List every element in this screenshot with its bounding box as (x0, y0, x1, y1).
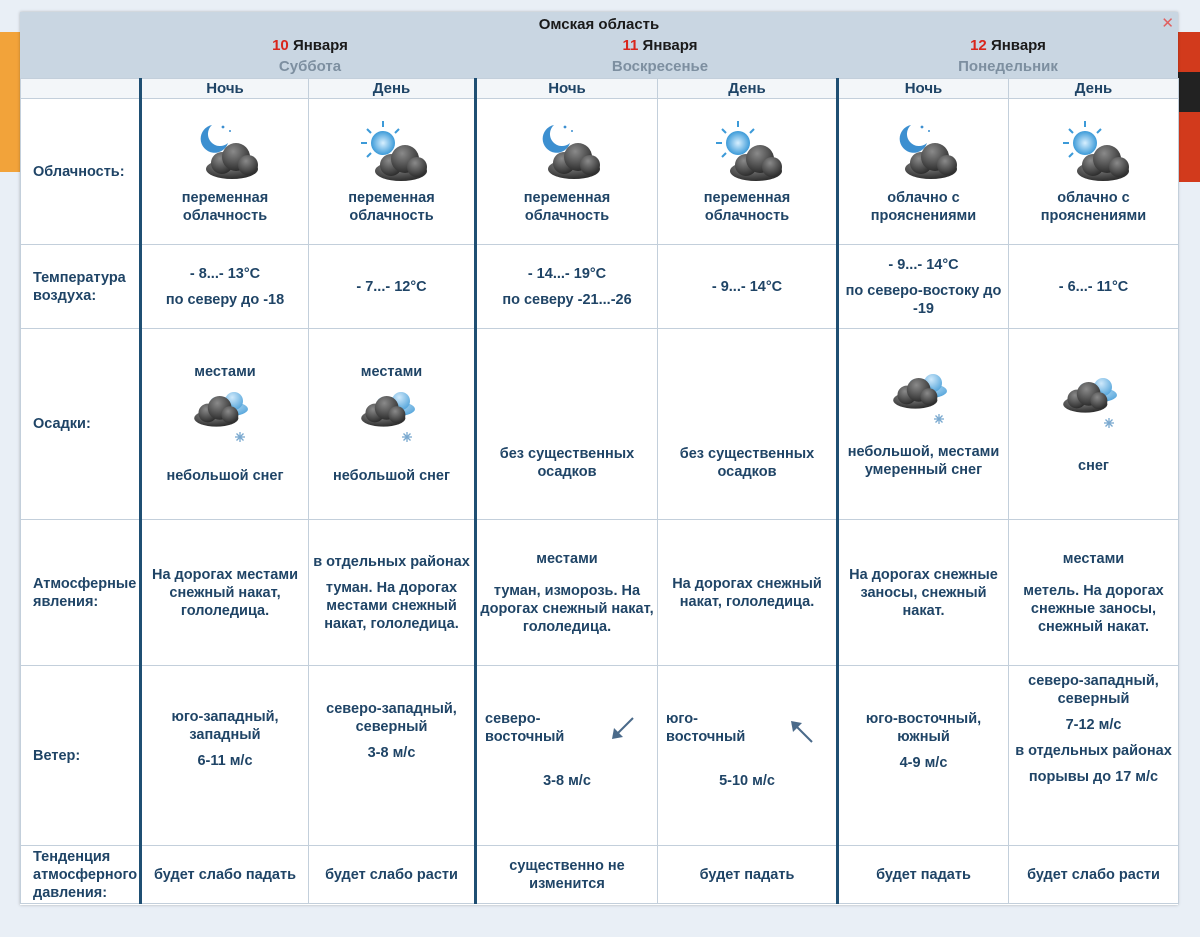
cloud-text: переменная облачность (348, 189, 435, 224)
date-month: Января (292, 37, 348, 54)
wind-cell (1009, 666, 1179, 846)
wind-cell (658, 666, 838, 846)
date-day-2 (490, 37, 830, 54)
wind-cell (141, 666, 309, 846)
phenomena-scope: местами (1062, 550, 1125, 567)
precipitation-cell (658, 329, 838, 520)
precipitation-row (21, 329, 1179, 520)
period-row (21, 79, 1179, 99)
precipitation-cell (476, 329, 658, 520)
forecast-table (20, 78, 1179, 904)
weekday-1: Суббота (278, 58, 342, 75)
snow-cloud-icon (1059, 373, 1129, 439)
phenomena-scope: местами (536, 550, 598, 567)
phenomena-cell (838, 520, 1009, 666)
forecast-header (20, 12, 1178, 78)
precipitation-scope: местами (194, 364, 256, 380)
pressure-cell: будет падать (658, 846, 838, 904)
sun-cloud-icon (712, 119, 782, 181)
sun-cloud-icon (357, 119, 427, 181)
precipitation-cell (1009, 329, 1179, 520)
wind-speed: 6-11 м/с (197, 753, 253, 769)
arrow-southwest-icon (609, 714, 637, 742)
precipitation-text: небольшой снег (166, 468, 284, 484)
cloud-cell (838, 99, 1009, 245)
phenomena-cell (141, 520, 309, 666)
precipitation-cell (141, 329, 309, 520)
pressure-cell: будет слабо расти (1009, 846, 1179, 904)
wind-direction: юго-восточный (666, 711, 746, 745)
arrow-northwest-icon (788, 718, 816, 746)
precipitation-scope: местами (360, 364, 423, 380)
phenomena-text: туман, изморозь. На дорогах снежный накат, гололедица. (480, 582, 654, 635)
wind-direction: северо-западный, северный (326, 701, 457, 735)
phenomena-text: На дорогах местами снежный накат, гололедица. (151, 566, 298, 619)
row-label: Тенденция атмосферного давления: (21, 846, 141, 904)
phenomena-cell (658, 520, 838, 666)
wind-speed: 3-8 м/с (543, 773, 591, 789)
background-decoration-left (0, 32, 20, 172)
temperature-cell (476, 245, 658, 329)
phenomena-text: туман. На дорогах местами снежный накат, гололедица. (324, 579, 459, 632)
wind-direction: юго-восточный, южный (865, 711, 982, 745)
precipitation-cell (838, 329, 1009, 520)
wind-speed: 4-9 м/с (899, 755, 948, 771)
wind-note: в отдельных районах (1015, 743, 1172, 759)
cloud-cell (1009, 99, 1179, 245)
wind-speed: 7-12 м/с (1065, 717, 1122, 733)
wind-cell (476, 666, 658, 846)
pressure-row (21, 846, 1179, 904)
temperature-note: по северу до -18 (165, 291, 285, 308)
moon-cloud-icon (889, 119, 959, 181)
region-title: Омская область (538, 16, 660, 33)
phenomena-text: На дорогах снежный накат, гололедица. (672, 575, 822, 610)
cloud-cell (476, 99, 658, 245)
wind-cell (309, 666, 476, 846)
cloud-text: переменная облачность (523, 189, 611, 224)
precipitation-cell (309, 329, 476, 520)
background-decoration-right (1178, 32, 1200, 182)
precipitation-text: небольшой, местами умеренный снег (847, 444, 1000, 478)
temperature-value: - 8...- 13°С (189, 265, 261, 282)
phenomena-cell (309, 520, 476, 666)
cloud-text: переменная облачность (703, 189, 791, 224)
pressure-cell: будет падать (838, 846, 1009, 904)
phenomena-text: На дорогах снежные заносы, снежный накат. (849, 566, 998, 619)
wind-row (21, 666, 1179, 846)
close-icon[interactable]: ✕ (1161, 15, 1174, 32)
precipitation-text: без существенных осадков (679, 446, 815, 480)
temperature-cell (1009, 245, 1179, 329)
row-label: Облачность: (21, 99, 141, 245)
date-number: 10 (272, 37, 289, 54)
phenomena-row (21, 520, 1179, 666)
precipitation-text: небольшой снег (332, 468, 451, 484)
sun-cloud-icon (1059, 119, 1129, 181)
wind-cell (838, 666, 1009, 846)
wind-direction: северо-западный, северный (1028, 673, 1159, 707)
wind-direction: юго-западный, западный (171, 709, 279, 743)
row-label: Атмосферные явления: (21, 520, 141, 666)
temperature-value: - 14...- 19°С (527, 265, 607, 282)
wind-speed: 3-8 м/с (367, 745, 416, 761)
row-label: Температура воздуха: (21, 245, 141, 329)
temperature-note: по северо-востоку до -19 (845, 282, 1002, 317)
date-number: 12 (970, 37, 987, 54)
phenomena-cell (1009, 520, 1179, 666)
period-cell: День (658, 79, 838, 99)
period-cell: Ночь (141, 79, 309, 99)
cloud-row (21, 99, 1179, 245)
precipitation-text: снег (1078, 458, 1109, 474)
temperature-cell (838, 245, 1009, 329)
pressure-cell: существенно не изменится (476, 846, 658, 904)
date-number: 11 (622, 37, 639, 54)
date-day-1 (140, 37, 480, 54)
period-cell: Ночь (476, 79, 658, 99)
wind-speed: 5-10 м/с (719, 773, 775, 789)
snow-cloud-icon (190, 387, 260, 453)
temperature-cell (658, 245, 838, 329)
wind-gusts: порывы до 17 м/с (1028, 769, 1159, 785)
cloud-cell (309, 99, 476, 245)
date-month: Января (642, 37, 698, 54)
phenomena-scope: в отдельных районах (313, 553, 470, 570)
forecast-panel (20, 12, 1178, 905)
date-month: Января (990, 37, 1046, 54)
row-label: Осадки: (21, 329, 141, 520)
cloud-text: облачно с прояснениями (870, 189, 977, 224)
weekday-3: Понедельник (958, 58, 1058, 75)
weekday-2: Воскресенье (611, 58, 709, 75)
temperature-value: - 9...- 14°С (711, 278, 783, 295)
temperature-note: по северу -21...-26 (502, 291, 632, 308)
pressure-cell: будет слабо расти (309, 846, 476, 904)
moon-cloud-icon (532, 119, 602, 181)
moon-cloud-icon (190, 119, 260, 181)
pressure-cell: будет слабо падать (141, 846, 309, 904)
cloud-cell (658, 99, 838, 245)
period-cell: День (1009, 79, 1179, 99)
corner-cell (21, 79, 141, 99)
period-cell: Ночь (838, 79, 1009, 99)
temperature-cell (141, 245, 309, 329)
cloud-text: переменная облачность (181, 189, 269, 224)
period-cell: День (309, 79, 476, 99)
snow-cloud-icon (357, 387, 427, 453)
temperature-value: - 6...- 11°С (1058, 278, 1129, 295)
phenomena-text: метель. На дорогах снежные заносы, снежный накат. (1023, 582, 1164, 635)
cloud-text: облачно с прояснениями (1040, 189, 1147, 224)
temperature-value: - 9...- 14°С (888, 256, 959, 273)
temperature-value: - 7...- 12°С (356, 278, 427, 295)
wind-direction: северо-восточный (485, 711, 565, 745)
row-label: Ветер: (21, 666, 141, 846)
phenomena-cell (476, 520, 658, 666)
temperature-row (21, 245, 1179, 329)
temperature-cell (309, 245, 476, 329)
date-day-3 (838, 37, 1178, 54)
snow-cloud-icon (889, 369, 959, 435)
cloud-cell (141, 99, 309, 245)
precipitation-text: без существенных осадков (499, 446, 635, 480)
